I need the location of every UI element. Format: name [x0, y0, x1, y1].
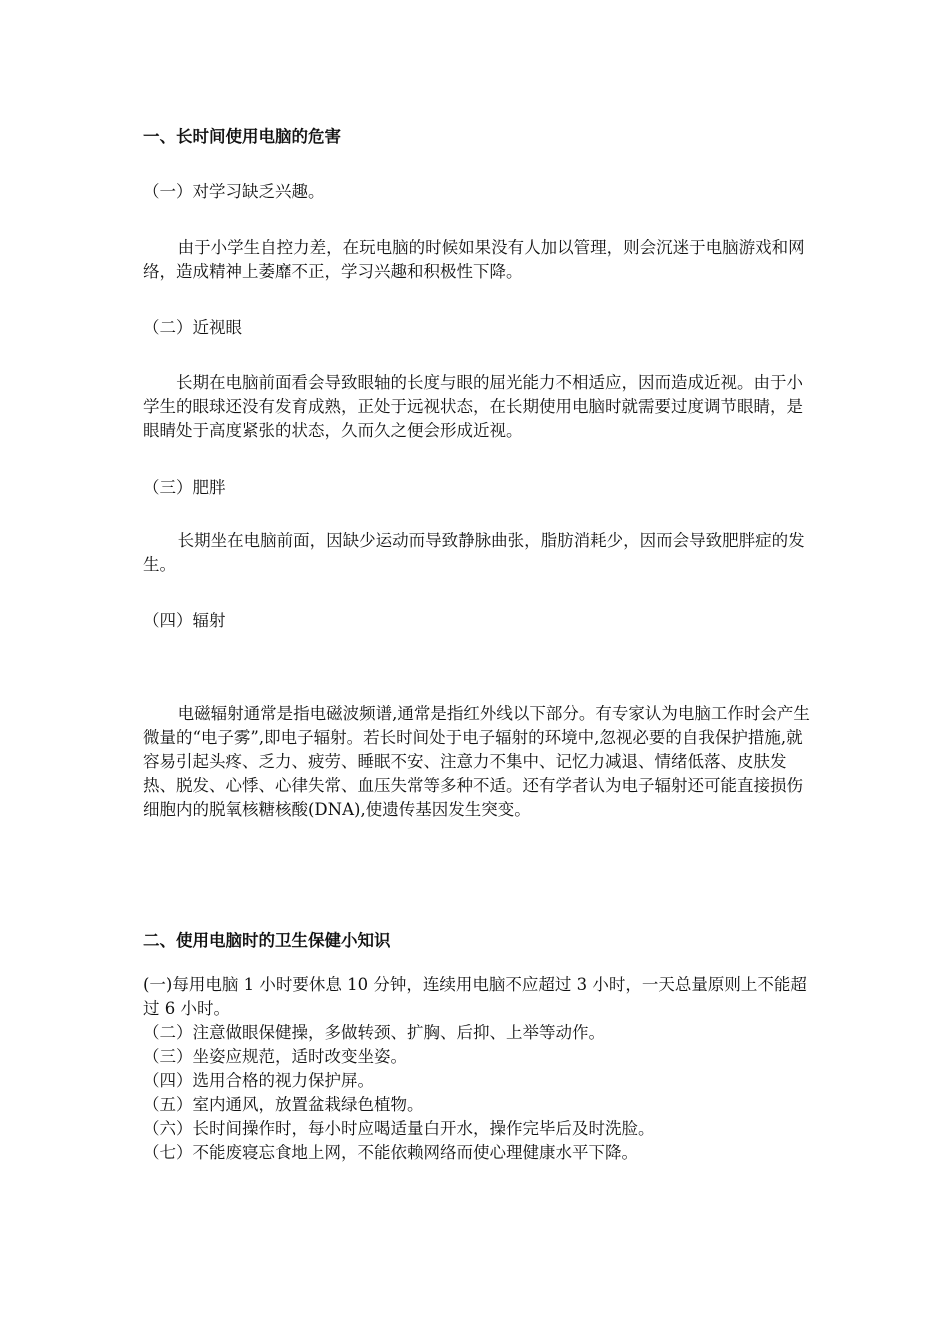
- paragraph-interest: 由于小学生自控力差，在玩电脑的时候如果没有人加以管理，则会沉迷于电脑游戏和网络，造成精神上萎靡不正，学习兴趣和积极性下降。: [143, 238, 805, 281]
- list-item: (一)每用电脑 1 小时要休息 10 分钟，连续用电脑不应超过 3 小时，一天总量原则上不能超过 6 小时。: [143, 975, 807, 1018]
- list-item: （六）长时间操作时，每小时应喝适量白开水，操作完毕后及时洗脸。: [143, 1119, 655, 1138]
- subsection-heading-obesity: （三）肥胖: [143, 478, 226, 497]
- subsection-heading-radiation: （四）辐射: [143, 611, 226, 630]
- list-item: （七）不能废寝忘食地上网，不能依赖网络而使心理健康水平下降。: [143, 1143, 638, 1162]
- section-title-health-tips: 二、使用电脑时的卫生保健小知识: [143, 931, 391, 950]
- list-item: （四）选用合格的视力保护屏。: [143, 1071, 374, 1090]
- paragraph-myopia: 长期在电脑前面看会导致眼轴的长度与眼的屈光能力不相适应，因而造成近视。由于小学生的眼球还没有发育成熟，正处于远视状态，在长期使用电脑时就需要过度调节眼睛，是眼睛处于高度紧张的状态，久而久之便会形成近视。: [143, 373, 803, 440]
- list-item: （三）坐姿应规范，适时改变坐姿。: [143, 1047, 407, 1066]
- paragraph-radiation: 电磁辐射通常是指电磁波频谱,通常是指红外线以下部分。有专家认为电脑工作时会产生微量的“电子雾”,即电子辐射。若长时间处于电子辐射的环境中,忽视必要的自我保护措施,就容易引起头疼、乏力、疲劳、睡眠不安、注意力不集中、记忆力减退、情绪低落、皮肤发热、脱发、心悸、心律失常、血压失常等多种不适。还有学者认为电子辐射还可能直接损伤细胞内的脱氧核糖核酸(DNA),使遗传基因发生突变。: [143, 704, 810, 819]
- subsection-heading-interest: （一）对学习缺乏兴趣。: [143, 182, 325, 201]
- list-item: （二）注意做眼保健操，多做转颈、扩胸、后抑、上举等动作。: [143, 1023, 605, 1042]
- subsection-heading-myopia: （二）近视眼: [143, 318, 242, 337]
- section-title-harms: 一、长时间使用电脑的危害: [143, 127, 341, 146]
- paragraph-obesity: 长期坐在电脑前面，因缺少运动而导致静脉曲张，脂肪消耗少，因而会导致肥胖症的发生。: [143, 531, 805, 574]
- list-item: （五）室内通风，放置盆栽绿色植物。: [143, 1095, 424, 1114]
- health-tips-list: [143, 973, 811, 1165]
